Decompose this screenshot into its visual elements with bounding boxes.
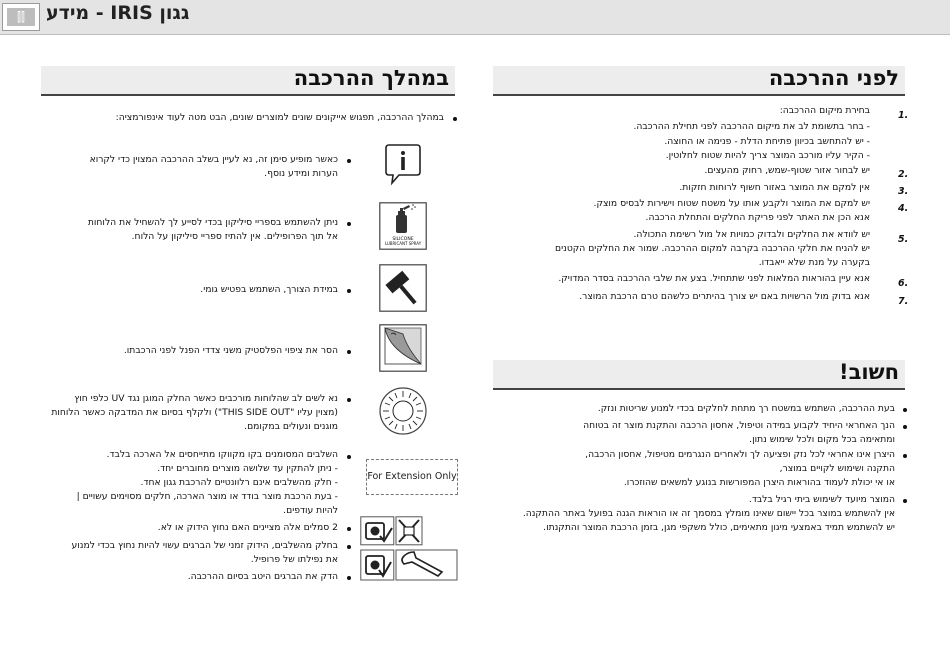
item-text: 2 סמלים אלה מציינים האם נחוץ הידוק או לא. <box>157 522 338 533</box>
bullet <box>903 499 907 503</box>
top-bar <box>0 0 950 35</box>
bullet <box>347 350 351 354</box>
item-text: אנא הכן את האתר לפני פריקת החלקים והתחלת הרכבה. <box>645 212 870 223</box>
uv-sun-icon <box>378 386 428 436</box>
bullet <box>347 222 351 226</box>
bullet <box>347 545 351 549</box>
bullet <box>903 425 907 429</box>
bullet <box>453 117 457 121</box>
bullet <box>347 527 351 531</box>
item-text: - בחר בתשומת לב את מיקום ההרכבה לפני תחילת ההרכבה. <box>633 121 870 132</box>
item-text: יש לוודא את החלקים ולבדוק כמויות אל מול רשימת התכולה. <box>633 229 870 240</box>
item-text: המוצר מיועד לשימוש ביתי רגיל בלבד. <box>748 494 895 505</box>
peel-film-icon <box>379 324 427 372</box>
logo-mark-icon: ⫿⫿ <box>7 8 35 26</box>
item-text: יש להשתמש תמיד באמצעי מיגון מתאימים, כולל משקפי מגן, בזמן הרכבת המוצר והתקנתו. <box>543 522 895 533</box>
page-title: גגון IRIS - מידע <box>46 2 190 24</box>
item-text: השלבים המסומנים בקו מקווקו מתייחסים אל הארכה בלבד. <box>106 449 338 460</box>
bullet <box>347 398 351 402</box>
item-text: היצרן אינו אחראי לכל נזק ופציעה לך ולאחרים הנגרמים מטיפול, אחסון הרכבה, <box>585 449 895 460</box>
item-text: להיות עודפים. <box>283 505 338 516</box>
item-text: אין למקם את המוצר באזור חשוף לרוחות חזקות. <box>679 182 870 193</box>
item-number: 5. <box>898 234 909 245</box>
item-text: אין להשתמש במוצר בכל יישום שאינו מומלץ במסמך זה או הוראות הגנה בפועל באתר ההתקנה. <box>522 508 895 519</box>
section-heading-important <box>493 360 905 390</box>
silicone-spray-icon <box>379 202 427 250</box>
heading-text: במהלך ההרכבה <box>293 66 449 90</box>
item-text: - חלק מהשלבים אינם רלוונטיים להרכבת גגון אחד. <box>140 477 338 488</box>
item-text: הדק את הברגים היטב בסיום ההרכבה. <box>187 571 338 582</box>
heading-text: לפני ההרכבה <box>768 66 899 90</box>
item-text: יש להניח את חלקי ההרכבה בקרבה למקום ההרכבה. שמור את החלקים הקטנים <box>554 243 870 254</box>
item-text: - בעת הרכבת מוצר בודד או מוצר הארכה, חלקים מסוימים עשויים | <box>76 491 338 502</box>
extension-only-badge: For Extension Only <box>366 459 458 495</box>
item-number: 7. <box>898 296 909 307</box>
item-text: אנא עיין בהוראות המלאות לפני שתתחיל. בצע את שלבי ההרכבה בסדר המדויק. <box>558 273 870 284</box>
info-icon <box>383 142 423 186</box>
item-text: יש לבחור אזור שטוף-שמש, רחוק מהעצים. <box>704 165 870 176</box>
bullet <box>347 159 351 163</box>
rubber-mallet-icon <box>379 264 427 312</box>
item-text: אנא בדוק מול הרשויות באם יש צורך בהיתרים כלשהם טרם הרכבת המוצר. <box>579 291 870 302</box>
item-text: מוגנים ונעולים במקומם. <box>244 421 338 432</box>
heading-text: חשוב! <box>839 360 899 384</box>
item-text: בקערה על מנת שלא ייאבדו. <box>758 257 870 268</box>
item-text: - יש להתחשב בכיוון פתיחת הדלת - פנימה או החוצה. <box>664 136 870 147</box>
item-text: יש למקם את המוצר ולקבע אותו על משטח שטוח וישירות לבסיס מוצק. <box>593 198 870 209</box>
tightening-icons <box>360 516 458 582</box>
section-heading-during <box>41 66 455 96</box>
item-text: במידת הצורך, השתמש בפטיש גומי. <box>200 284 338 295</box>
spray-label-2: LUBRICANT SPRAY <box>384 241 422 246</box>
item-number: 6. <box>898 278 909 289</box>
item-text: בעת ההרכבה, השתמש במשטח רך מתחת לחלקים בכדי למנוע שריטות ונזק. <box>597 403 895 414</box>
item-number: 1. <box>898 110 909 121</box>
item-text: או אי יכולת לעמוד בהוראות היצרן המפורשות בנוגע למשאים שהוזכרו. <box>623 477 895 488</box>
item-number: 2. <box>898 169 909 180</box>
item-text: - ניתן להתקין עד שלושה מוצרים מחוברים יחד. <box>157 463 338 474</box>
item-text: ומתאימה בכל מקום ולכל שימוש נתון. <box>749 434 895 445</box>
bullet <box>347 289 351 293</box>
item-text: הסר את ציפוי הפלסטיק משני צדדי הפנל לפני הרכבתו. <box>123 345 338 356</box>
item-text: כאשר מופיע סימן זה, נא לעיין בשלב ההרכבה המצוין כדי לקרוא <box>89 154 338 165</box>
item-text: (מצוין עליו "THIS SIDE OUT") ולקלף בסיום את המדבקה כאשר הלוחות <box>51 407 338 418</box>
bullet <box>347 455 351 459</box>
item-text: הנך האחראי היחיד לקבוע במידה וטיפול, אחסון הרכבה והתקנת מוצר זה בטוחה <box>583 420 895 431</box>
item-text: אל תוך הפרופילים. אין להתיז ספריי סיליקון על הלוח. <box>131 231 338 242</box>
item-text: בחירת מיקום ההרכבה: <box>779 105 870 116</box>
brand-logo <box>2 3 40 31</box>
bullet <box>903 454 907 458</box>
item-text: - הקיר עליו מורכב המוצר צריך להיות שטוח לחלוטין. <box>665 150 870 161</box>
item-text: נא לשים לב שהלוחות מורכבים כאשר החלק המוגן נגד UV כלפי חוץ <box>74 393 338 404</box>
item-text: בחלק מהשלבים, הידוק זמני של הברגים עשוי להיות נחוץ בכדי למנוע <box>71 540 338 551</box>
bullet <box>903 408 907 412</box>
intro-text: במהלך ההרכבה, תפגוש אייקונים שונים למוצרים שונים, הבט מטה לעוד אינפורמציה: <box>115 112 444 123</box>
item-number: 3. <box>898 186 909 197</box>
bullet <box>347 576 351 580</box>
item-text: ניתן להשתמש בספריי סיליקון בכדי לסייע לך להשחיל את הלוחות <box>87 217 338 228</box>
item-text: הערות ומידע נוסף. <box>264 168 338 179</box>
section-heading-before <box>493 66 905 96</box>
spray-label-1: SILICONE <box>392 237 414 242</box>
item-number: 4. <box>898 203 909 214</box>
item-text: את נפילתו של פרופיל. <box>250 554 338 565</box>
item-text: התקנה ושימוש לקויים במוצר, <box>779 463 895 474</box>
